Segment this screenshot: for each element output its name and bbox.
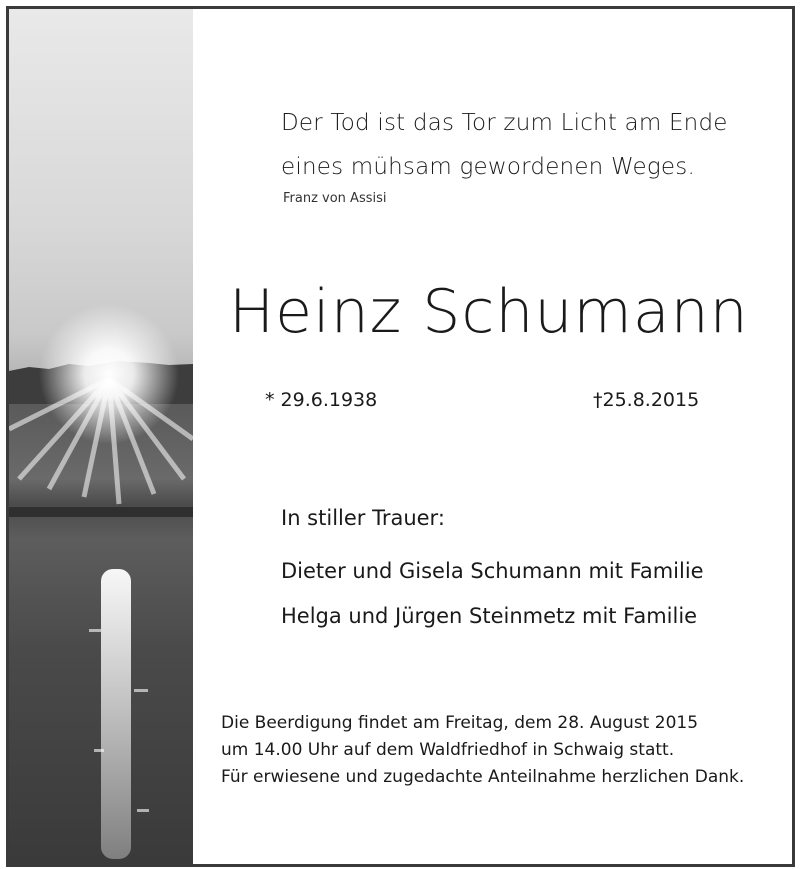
obituary-notice: [6, 6, 795, 867]
death-date: †25.8.2015: [593, 389, 700, 411]
funeral-line: Die Beerdigung findet am Freitag, dem 28. August 2015: [221, 713, 699, 733]
mourner-family: Helga und Jürgen Steinmetz mit Familie: [281, 604, 698, 628]
quote-line: eines mühsam gewordenen Weges.: [281, 154, 695, 180]
birth-date: * 29.6.1938: [265, 389, 378, 411]
funeral-info: [221, 710, 744, 791]
mourner-family: Dieter und Gisela Schumann mit Familie: [281, 559, 704, 583]
funeral-line: Für erwiesene und zugedachte Anteilnahme herzlichen Dank.: [221, 767, 745, 787]
quote: [281, 101, 728, 189]
sunset-over-lake-image: [9, 9, 193, 864]
mourning-heading: In stiller Trauer:: [281, 506, 445, 530]
deceased-name: Heinz Schumann: [229, 277, 749, 347]
quote-line: Der Tod ist das Tor zum Licht am Ende: [281, 110, 728, 136]
notice-content: [193, 9, 792, 864]
funeral-line: um 14.00 Uhr auf dem Waldfriedhof in Schwaig statt.: [221, 740, 675, 760]
mourner-list: [281, 549, 704, 639]
quote-author: Franz von Assisi: [283, 191, 387, 206]
